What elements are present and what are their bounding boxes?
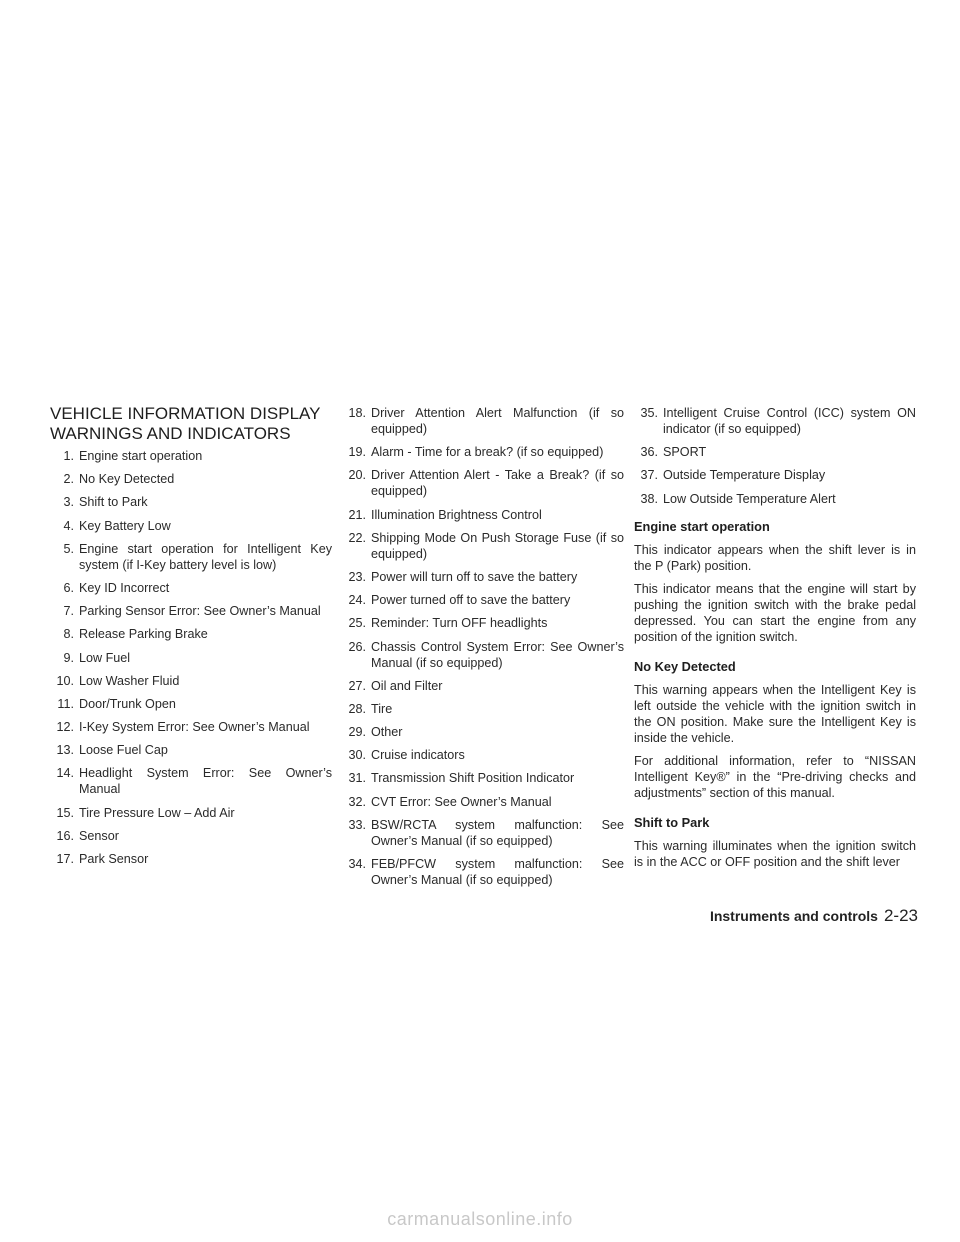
list-item-text: Release Parking Brake — [79, 627, 208, 642]
warning-list-part-2 — [342, 405, 624, 888]
list-item — [342, 639, 624, 671]
list-item — [634, 491, 916, 507]
list-item — [342, 405, 624, 437]
section-engine-start-operation — [634, 519, 916, 645]
list-item-number: 32. — [348, 794, 366, 809]
list-item-text: Power will turn off to save the battery — [371, 569, 578, 584]
page-footer — [692, 906, 918, 926]
list-item-number: 9. — [63, 650, 74, 665]
list-item — [50, 696, 332, 712]
list-item-text: Low Fuel — [79, 650, 131, 665]
list-item — [342, 794, 624, 810]
list-item — [50, 603, 332, 619]
list-item — [50, 650, 332, 666]
list-item — [50, 471, 332, 487]
list-item-number: 17. — [56, 852, 74, 866]
list-item — [50, 851, 332, 867]
list-item-number: 34. — [348, 857, 366, 871]
list-item-number: 37. — [640, 468, 658, 483]
list-item-number: 16. — [56, 828, 74, 843]
list-item — [342, 678, 624, 694]
list-item-text: Door/Trunk Open — [79, 696, 176, 711]
list-item-text: Intelligent Cruise Control (ICC) system ON indicator (if so equipped) — [663, 406, 916, 436]
list-item-number: 18. — [348, 406, 366, 420]
list-item-text: Reminder: Turn OFF headlights — [371, 616, 548, 631]
list-item-number: 8. — [63, 627, 74, 642]
page-heading-line-1: VEHICLE INFORMATION DISPLAY — [50, 404, 321, 423]
list-item-number: 11. — [57, 696, 74, 711]
list-item-number: 1. — [63, 449, 74, 463]
list-item-number: 38. — [640, 491, 658, 506]
list-item — [50, 541, 332, 573]
list-item-number: 3. — [63, 495, 74, 510]
list-item-number: 25. — [348, 616, 366, 631]
list-item — [50, 828, 332, 844]
list-item — [342, 507, 624, 523]
list-item-number: 19. — [348, 445, 366, 460]
list-item — [50, 805, 332, 821]
list-item-number: 13. — [56, 743, 74, 758]
section-heading: Shift to Park — [634, 814, 710, 830]
list-item-text: BSW/RCTA system malfunction: See Owner’s Manual (if so equipped) — [371, 817, 624, 848]
list-item — [342, 724, 624, 740]
list-item-number: 28. — [348, 701, 366, 716]
page-heading-line-2: WARNINGS AND INDICATORS — [50, 424, 291, 443]
list-item-number: 10. — [56, 673, 74, 688]
warning-list-part-1 — [50, 448, 332, 867]
list-item-text: Shift to Park — [79, 495, 148, 510]
list-item-number: 20. — [348, 468, 366, 483]
list-item-number: 26. — [348, 639, 366, 654]
list-item-number: 6. — [63, 580, 74, 595]
list-item-number: 30. — [348, 748, 366, 763]
list-item-text: Parking Sensor Error: See Owner’s Manual — [79, 604, 321, 619]
list-item — [342, 817, 624, 849]
list-item-text: Engine start operation for Intelligent Key system (if I-Key battery level is low) — [79, 541, 332, 572]
list-item — [342, 615, 624, 631]
watermark: carmanualsonline.info — [387, 1209, 573, 1229]
list-item — [50, 765, 332, 797]
list-item — [50, 518, 332, 534]
list-item — [50, 580, 332, 596]
section-heading: No Key Detected — [634, 658, 736, 674]
section-paragraph: For additional information, refer to “NISSAN Intelligent Key®” in the “Pre-driving checks and adjustments” section of this manual. — [634, 753, 916, 800]
list-item-text: Outside Temperature Display — [663, 468, 826, 483]
list-item-text: Oil and Filter — [371, 678, 443, 693]
list-item-text: CVT Error: See Owner’s Manual — [371, 794, 552, 809]
list-item — [50, 448, 332, 464]
list-item-text: I-Key System Error: See Owner’s Manual — [79, 720, 310, 735]
list-item-number: 33. — [348, 817, 366, 832]
list-item-number: 7. — [63, 604, 74, 619]
section-paragraph: This warning appears when the Intelligent Key is left outside the vehicle with the ignition switch in the ON position. Make sure the Intelligent Key is inside the vehicle. — [634, 682, 916, 745]
warning-list-part-3 — [634, 405, 916, 507]
list-item-number: 22. — [348, 530, 366, 545]
list-item-text: Transmission Shift Position Indicator — [371, 771, 575, 786]
list-item — [50, 719, 332, 735]
list-item-number: 31. — [348, 771, 366, 786]
list-item-text: Tire — [371, 701, 393, 716]
list-item-text: Low Outside Temperature Alert — [663, 491, 836, 506]
list-item-number: 5. — [63, 541, 74, 556]
list-item — [342, 856, 624, 888]
list-item — [50, 494, 332, 510]
list-item-number: 27. — [348, 678, 366, 693]
list-item — [342, 747, 624, 763]
section-heading: Engine start operation — [634, 518, 770, 534]
list-item-text: FEB/PFCW system malfunction: See Owner’s Manual (if so equipped) — [371, 857, 624, 887]
list-item-text: Key ID Incorrect — [79, 580, 170, 595]
list-item — [634, 467, 916, 483]
list-item-number: 4. — [63, 518, 74, 533]
list-item — [342, 444, 624, 460]
list-item-number: 21. — [348, 507, 366, 522]
page-number: 2-23 — [883, 906, 918, 925]
list-item — [342, 467, 624, 499]
list-item-text: Shipping Mode On Push Storage Fuse (if so equipped) — [371, 530, 624, 561]
list-item-text: Low Washer Fluid — [79, 673, 180, 688]
footer-section-label: Instruments and controls — [709, 908, 878, 924]
list-item-text: Cruise indicators — [371, 748, 465, 763]
list-item — [342, 530, 624, 562]
section-paragraph: This warning illuminates when the ignition switch is in the ACC or OFF position and the shift lever — [634, 838, 916, 869]
list-item-text: No Key Detected — [79, 472, 175, 487]
list-item-number: 12. — [56, 720, 74, 735]
list-item-text: Tire Pressure Low – Add Air — [79, 805, 235, 820]
list-item — [342, 770, 624, 786]
list-item — [342, 592, 624, 608]
list-item — [50, 742, 332, 758]
list-item-number: 35. — [640, 406, 658, 420]
list-item-number: 23. — [348, 569, 366, 584]
list-item — [634, 444, 916, 460]
list-item-text: Alarm - Time for a break? (if so equipped) — [371, 445, 604, 460]
list-item-text: Illumination Brightness Control — [371, 507, 542, 522]
list-item-number: 2. — [63, 472, 74, 487]
list-item — [634, 405, 916, 437]
section-no-key-detected — [634, 659, 916, 801]
list-item — [50, 673, 332, 689]
list-item-text: Key Battery Low — [79, 518, 171, 533]
column-3 — [634, 405, 916, 877]
list-item-text: Power turned off to save the battery — [371, 593, 571, 608]
list-item-number: 15. — [56, 805, 74, 820]
list-item-text: Engine start operation — [79, 449, 203, 463]
list-item — [50, 626, 332, 642]
list-item-number: 24. — [348, 593, 366, 608]
column-2 — [342, 405, 624, 895]
list-item-text: Chassis Control System Error: See Owner’s Manual (if so equipped) — [371, 639, 624, 670]
column-1 — [50, 404, 332, 874]
list-item-number: 29. — [348, 725, 366, 740]
list-item-text: Loose Fuel Cap — [79, 743, 168, 758]
section-paragraph: This indicator appears when the shift lever is in the P (Park) position. — [634, 542, 916, 573]
list-item-number: 14. — [56, 766, 74, 781]
section-shift-to-park — [634, 815, 916, 870]
list-item-text: Park Sensor — [79, 852, 149, 866]
list-item-text: Other — [371, 725, 403, 740]
page-heading — [50, 404, 332, 444]
list-item-text: Sensor — [79, 828, 119, 843]
list-item-text: Driver Attention Alert Malfunction (if so equipped) — [371, 406, 624, 436]
list-item-number: 36. — [640, 445, 658, 460]
list-item — [342, 569, 624, 585]
list-item-text: SPORT — [663, 445, 707, 460]
list-item-text: Headlight System Error: See Owner’s Manual — [79, 766, 332, 797]
list-item-text: Driver Attention Alert - Take a Break? (if so equipped) — [371, 468, 624, 499]
list-item — [342, 701, 624, 717]
section-paragraph: This indicator means that the engine will start by pushing the ignition switch with the brake pedal depressed. You can start the engine from any position of the ignition switch. — [634, 581, 916, 644]
